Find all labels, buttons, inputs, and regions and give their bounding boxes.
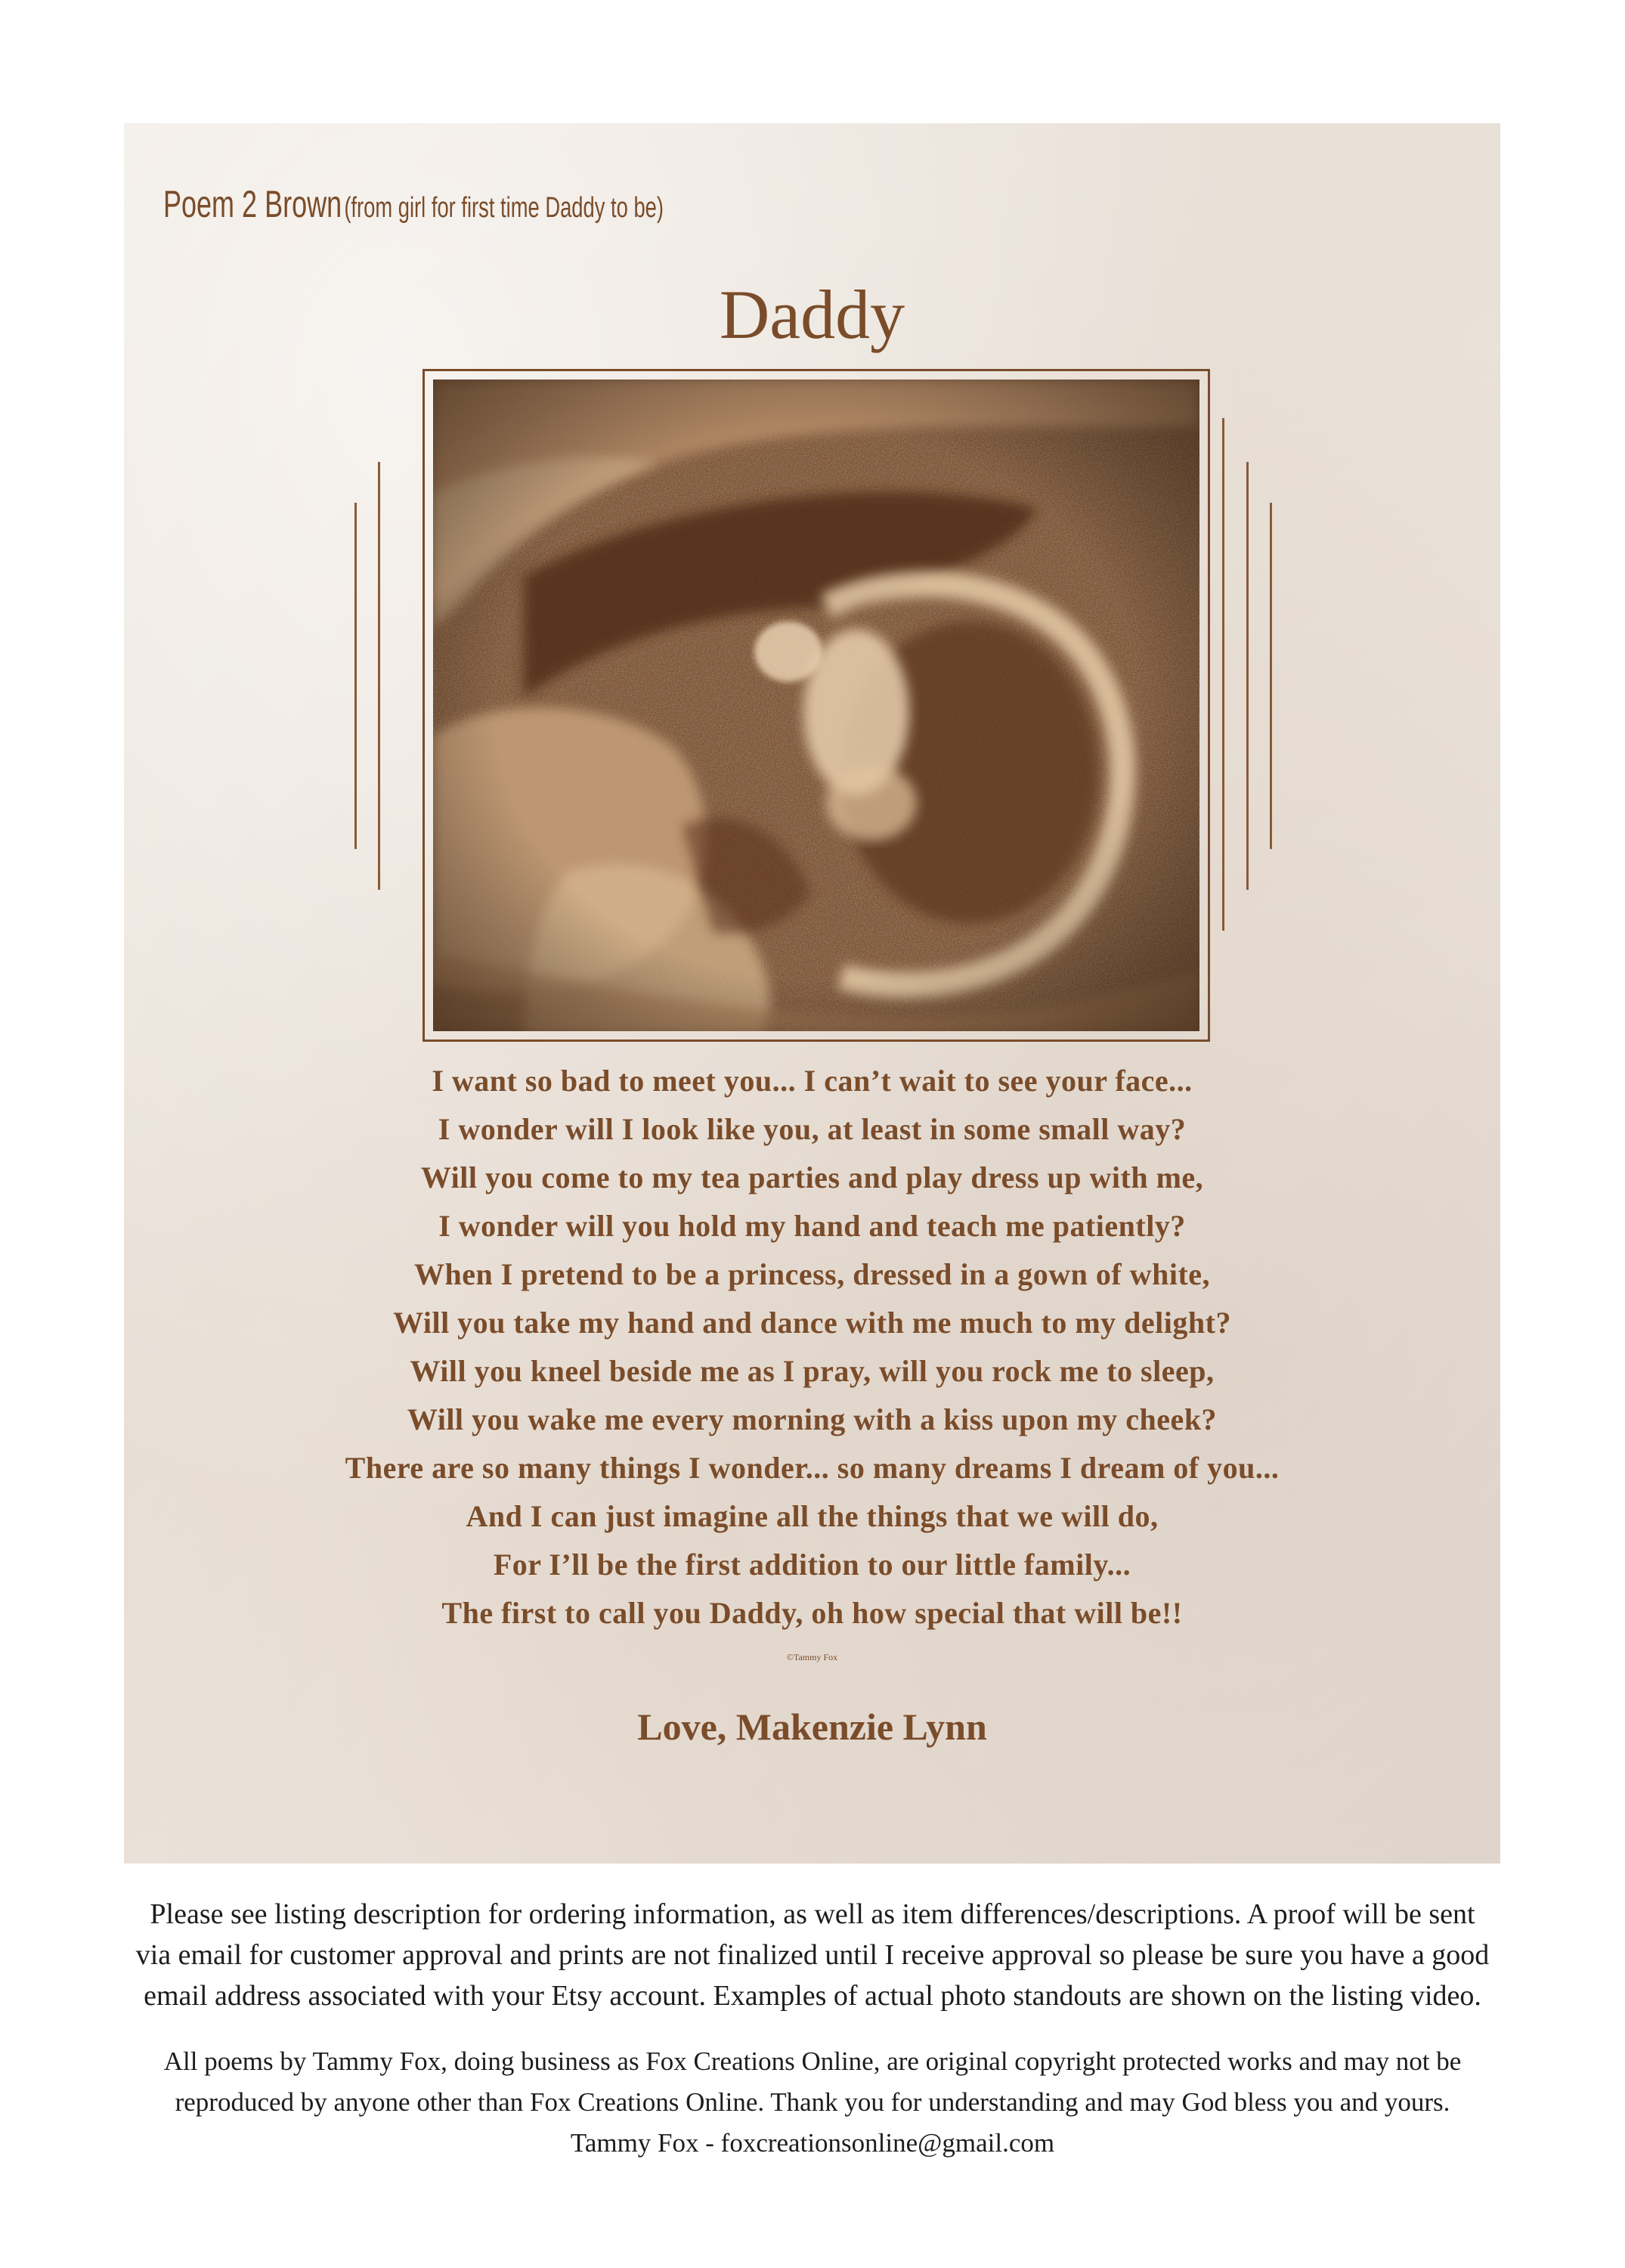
photo-frame [422, 369, 1210, 1042]
poem-body [124, 1057, 1500, 1637]
poem-title: Daddy [719, 276, 905, 353]
copyright-notice-line: All poems by Tammy Fox, doing business as Fox Creations Online, are original copyright protected works and may not be [163, 2046, 1462, 2076]
poem-line: There are so many things I wonder... so many dreams I dream of you... [345, 1451, 1280, 1485]
poem-line: For I’ll be the first addition to our little family... [493, 1548, 1131, 1582]
poem-line: Will you take my hand and dance with me much to my delight? [393, 1306, 1231, 1340]
poem-line: The first to call you Daddy, oh how special that will be!! [441, 1596, 1183, 1630]
poem-line: I wonder will you hold my hand and teach me patiently? [438, 1209, 1186, 1243]
poem-card [124, 123, 1500, 1864]
poem-line: I want so bad to meet you... I can’t wait to see your face... [432, 1064, 1193, 1098]
ordering-info [91, 1894, 1534, 2016]
poem-line: Will you kneel beside me as I pray, will you rock me to sleep, [410, 1354, 1215, 1388]
decorative-line-right-outer [1270, 503, 1272, 849]
copyright-notice-line: reproduced by anyone other than Fox Creations Online. Thank you for understanding and may God bless you and yours. [175, 2087, 1450, 2117]
poem-copyright: ©Tammy Fox [786, 1652, 838, 1662]
decorative-line-right-inner [1222, 418, 1224, 931]
decorative-line-left-inner [378, 462, 380, 890]
poem-line: Will you come to my tea parties and play dress up with me, [420, 1160, 1204, 1194]
decorative-line-right-middle [1246, 462, 1249, 890]
poem-label [163, 182, 664, 226]
copyright-notice [113, 2041, 1512, 2164]
ordering-info-line: Please see listing description for ordering information, as well as item differences/descriptions. A proof will be sent [150, 1898, 1475, 1930]
signature: Love, Makenzie Lynn [637, 1706, 987, 1748]
poem-line: And I can just imagine all the things that we will do, [466, 1499, 1159, 1533]
ordering-info-line: via email for customer approval and prints are not finalized until I receive approval so please be sure you have a good [135, 1939, 1490, 1971]
contact-line: Tammy Fox - foxcreationsonline@gmail.com [570, 2128, 1055, 2158]
ordering-info-line: email address associated with your Etsy account. Examples of actual photo standouts are shown on the listing video. [144, 1980, 1481, 2012]
poem-label-main: Poem 2 Brown [163, 183, 342, 225]
decorative-line-left-outer [354, 503, 357, 849]
poem-line: Will you wake me every morning with a kiss upon my cheek? [407, 1402, 1218, 1436]
ultrasound-image [433, 380, 1199, 1031]
poem-line: When I pretend to be a princess, dressed in a gown of white, [413, 1257, 1211, 1291]
photo-frame-inner [433, 380, 1199, 1031]
poem-line: I wonder will I look like you, at least in some small way? [438, 1112, 1187, 1146]
poem-label-sub: (from girl for first time Daddy to be) [344, 192, 664, 224]
